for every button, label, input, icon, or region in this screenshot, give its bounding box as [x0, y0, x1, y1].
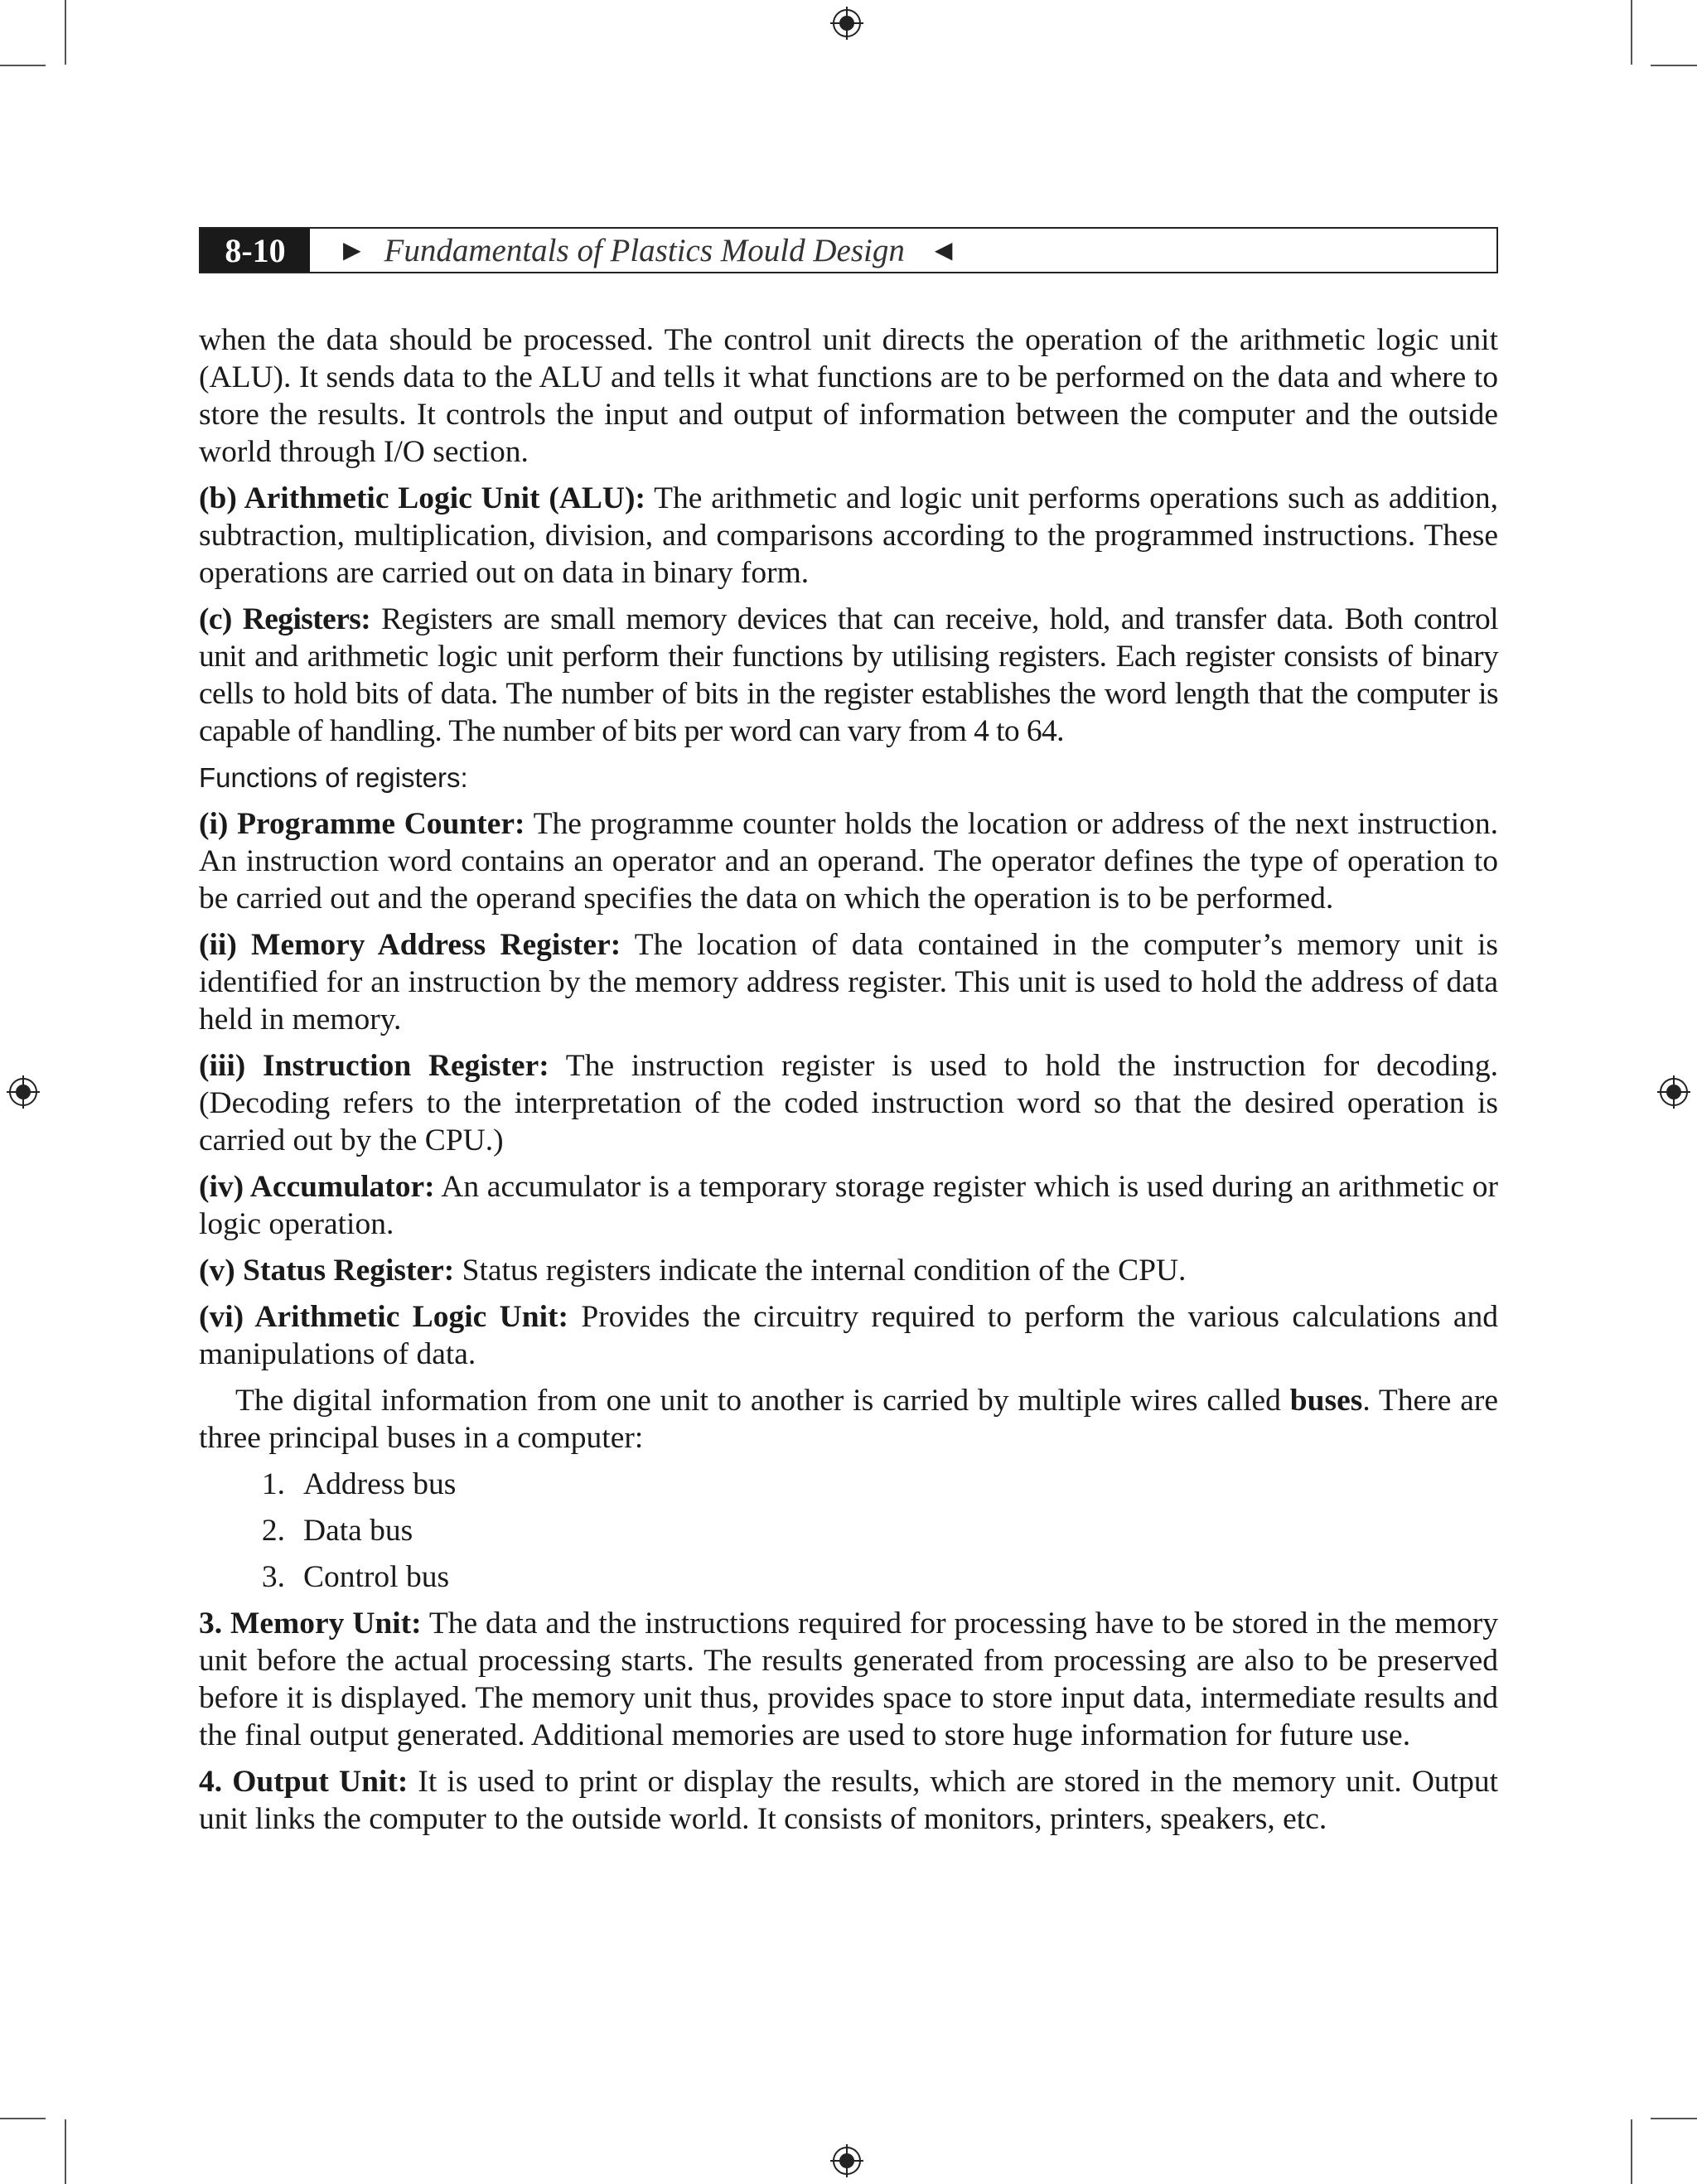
paragraph-output-unit [199, 1763, 1498, 1838]
term-accumulator: (iv) Accumulator: [199, 1170, 435, 1204]
list-number: 3. [261, 1560, 285, 1594]
crop-mark [1651, 2118, 1697, 2119]
list-item [199, 1466, 1498, 1503]
term-programme-counter: (i) Programme Counter: [199, 807, 525, 841]
paragraph-text: Status registers indicate the internal condition of the CPU. [454, 1254, 1187, 1288]
paragraph-memory-unit [199, 1605, 1498, 1754]
list-item [199, 1558, 1498, 1596]
term-registers: (c) Registers: [199, 602, 371, 636]
paragraph-text: . There are three principal buses in a computer: [199, 1384, 1498, 1455]
right-triangle-icon: ▶ [343, 238, 361, 263]
paragraph-status-register [199, 1252, 1498, 1289]
paragraph-registers [199, 601, 1498, 750]
paragraph-text: The digital information from one unit to another is carried by multiple wires called [235, 1384, 1290, 1418]
list-item [199, 1512, 1498, 1549]
list-number: 2. [261, 1514, 285, 1548]
paragraph-alu [199, 480, 1498, 592]
book-title: Fundamentals of Plastics Mould Design [384, 232, 905, 268]
page-body [199, 321, 1498, 1847]
crop-mark [1631, 0, 1632, 65]
paragraph-text: Provides the circuitry required to perform the various calculations and manipulations of data. [199, 1300, 1498, 1371]
list-number: 1. [261, 1467, 285, 1501]
page-number: 8-10 [201, 229, 310, 272]
registration-mark-icon [830, 7, 863, 40]
paragraph-text: The data and the instructions required for processing have to be stored in the memory unit before the actual processing starts. The results generated from processing are also to be preserved before it is displayed. The memory unit thus, provides space to store input data, intermediate results and the final output generated. Additional memories are used to store huge information for future use. [199, 1607, 1498, 1752]
paragraph-text: when the data should be processed. The control unit directs the operation of the arithmetic logic unit (ALU). It sends data to the ALU and tells it what functions are to be performed on the data and where to store the results. It controls the input and output of information between the computer and the outside world through I/O section. [199, 323, 1498, 469]
paragraph-text: The location of data contained in the computer’s memory unit is identified for an instruction by the memory address register. This unit is used to hold the address of data held in memory. [199, 928, 1498, 1036]
paragraph-text: The programme counter holds the location or address of the next instruction. An instruction word contains an operator and an operand. The operator defines the type of operation to be carried out and the operand specifies the data on which the operation is to be performed. [199, 807, 1498, 916]
registration-mark-icon [7, 1075, 40, 1109]
crop-mark [1651, 65, 1697, 66]
paragraph-control-unit-continued [199, 321, 1498, 471]
registration-mark-icon [1657, 1075, 1690, 1109]
term-buses: buses [1289, 1384, 1363, 1418]
registration-mark-icon [830, 2144, 863, 2177]
term-status-register: (v) Status Register: [199, 1254, 455, 1288]
running-header [199, 227, 1498, 273]
paragraph-instruction-register [199, 1047, 1498, 1159]
paragraph-programme-counter [199, 805, 1498, 917]
crop-mark [65, 2119, 66, 2184]
list-label: Control bus [303, 1560, 450, 1594]
paragraph-text: The instruction register is used to hold the instruction for decoding. (Decoding refers to the interpretation of the coded instruction word so that the desired operation is carried out by the CPU.) [199, 1049, 1499, 1157]
crop-mark [65, 0, 66, 65]
left-triangle-icon: ◀ [934, 238, 953, 263]
term-instruction-register: (iii) Instruction Register: [199, 1049, 549, 1083]
paragraph-text: An accumulator is a temporary storage register which is used during an arithmetic or logic operation. [199, 1170, 1498, 1241]
paragraph-buses [199, 1382, 1498, 1457]
paragraph-arithmetic-logic-unit [199, 1298, 1498, 1373]
functions-of-registers-label: Functions of registers: [199, 762, 468, 793]
paragraph-memory-address-register [199, 926, 1498, 1038]
paragraph-text: Registers are small memory devices that can receive, hold, and transfer data. Both control unit and arithmetic logic unit perform their functions by utilising registers. Each register consists of binary cells to hold bits of data. The number of bits in the register establishes the word length that the computer is capable of handling. The number of bits per word can vary from 4 to 64. [199, 602, 1498, 748]
bus-list [199, 1466, 1498, 1596]
list-label: Address bus [303, 1467, 457, 1501]
paragraph-text: The arithmetic and logic unit performs operations such as addition, subtraction, multiplication, division, and comparisons according to the programmed instructions. These operations are carried out on data in binary form. [199, 481, 1498, 590]
term-memory-address-register: (ii) Memory Address Register: [199, 928, 621, 962]
crop-mark [0, 2118, 46, 2119]
paragraph-accumulator [199, 1168, 1498, 1243]
list-label: Data bus [303, 1514, 413, 1548]
crop-mark [1631, 2119, 1632, 2184]
term-arithmetic-logic-unit: (vi) Arithmetic Logic Unit: [199, 1300, 568, 1334]
term-output-unit: 4. Output Unit: [199, 1765, 409, 1799]
crop-mark [0, 65, 46, 66]
term-memory-unit: 3. Memory Unit: [199, 1607, 422, 1640]
paragraph-text: It is used to print or display the results, which are stored in the memory unit. Output unit links the computer to the outside world. It consists of monitors, printers, speakers, etc. [199, 1765, 1498, 1836]
term-alu: (b) Arithmetic Logic Unit (ALU): [199, 481, 645, 515]
